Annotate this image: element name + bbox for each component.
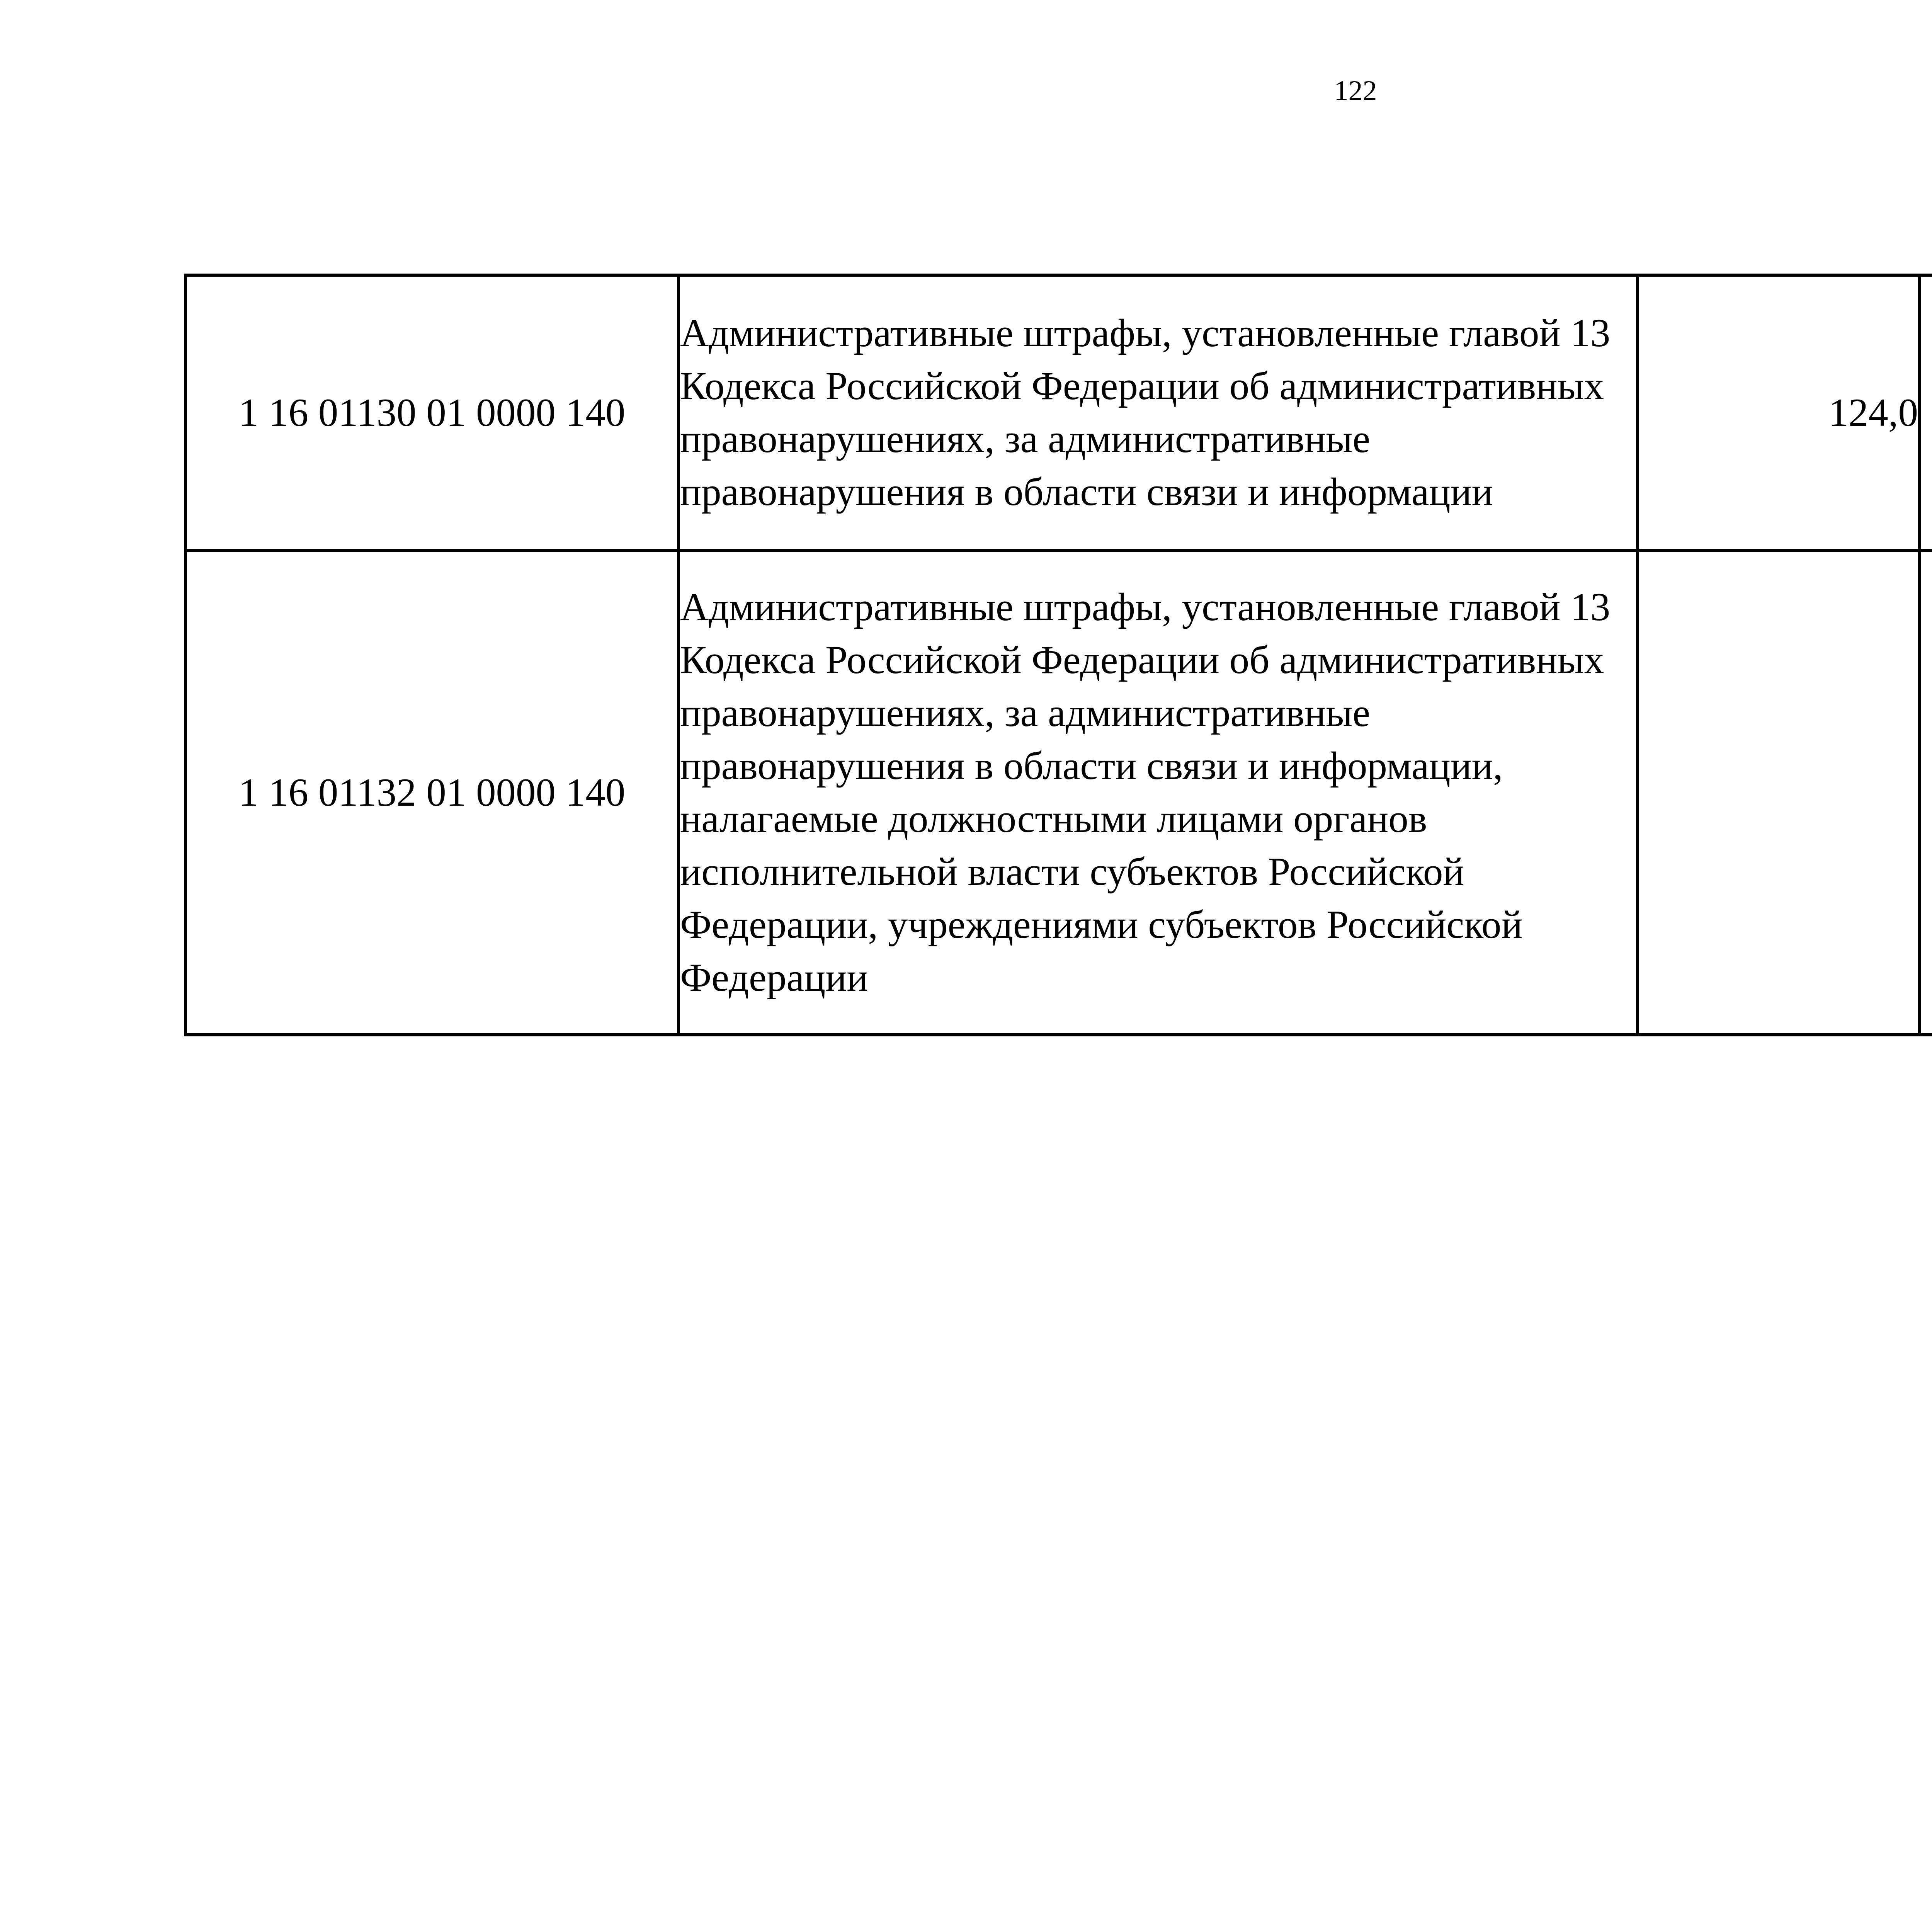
table-row — [185, 550, 1932, 1035]
budget-code-cell: 1 16 01132 01 0000 140 — [185, 550, 679, 1035]
budget-code-cell: 1 16 01130 01 0000 140 — [185, 275, 679, 550]
value-cell-1 — [1638, 550, 1920, 1035]
table-row — [185, 275, 1932, 550]
value-cell-1: 124,0 — [1638, 275, 1920, 550]
page-number: 122 — [1334, 75, 1377, 107]
budget-table — [184, 274, 1932, 1036]
description-cell: Административные штрафы, установленные главой 13 Кодекса Российской Федерации об административных правонарушениях, за административные правонарушения в области связи и информации, налагаемые должностными лицами органов исполнительной власти субъектов Российской Федерации, учреждениями субъектов Российской Федерации — [679, 550, 1638, 1035]
value-cell-2 — [1920, 550, 1932, 1035]
description-cell: Административные штрафы, установленные главой 13 Кодекса Российской Федерации об административных правонарушениях, за административные правонарушения в области связи и информации — [679, 275, 1638, 550]
value-cell-2 — [1920, 275, 1932, 550]
